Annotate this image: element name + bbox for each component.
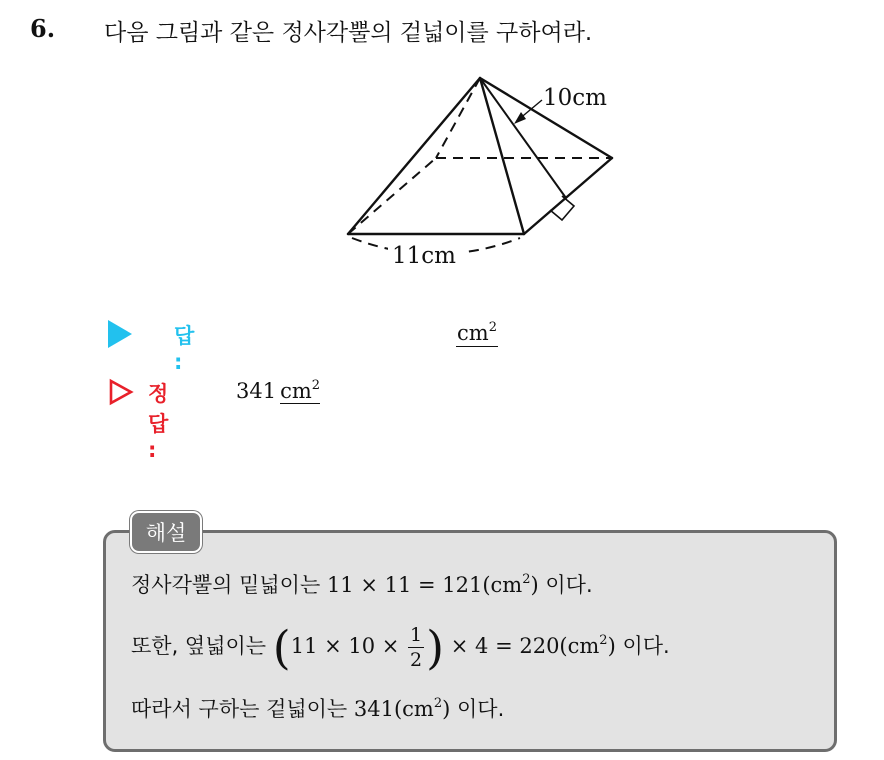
play-triangle-icon xyxy=(108,320,132,348)
solution-box xyxy=(103,530,837,752)
solution-tab: 해설 xyxy=(130,511,202,553)
question-text: 다음 그림과 같은 정사각뿔의 겉넓이를 구하여라. xyxy=(104,20,593,46)
answer-row xyxy=(108,320,497,374)
solution-line-3: 따라서 구하는 겉넓이는 $341(cm^2)$ 이다. xyxy=(131,696,505,721)
correct-row xyxy=(108,378,321,462)
pyramid-figure xyxy=(330,70,630,280)
answer-unit: $cm^2$ xyxy=(457,320,497,345)
correct-answer: 341 $cm^2$ xyxy=(236,378,321,403)
answer-label: 답 : xyxy=(174,324,195,374)
correct-label: 정답 : xyxy=(148,382,169,462)
solution-line-2: 또한, 옆넓이는 (11 × 10 × $\frac{1}{2}$ ) × $4 = 220(cm^2)$ 이다. xyxy=(131,620,670,675)
slant-height-label: 10cm xyxy=(543,85,607,111)
fraction: $\frac{1}{2}$ xyxy=(410,624,423,671)
outline-triangle-icon xyxy=(108,378,134,406)
question-number: 6. xyxy=(30,14,56,43)
base-edge-label: 11cm xyxy=(392,243,456,269)
solution-line-1: 정사각뿔의 밑넓이는 $11 \times 11 = 121(cm^2)$ 이다. xyxy=(131,572,593,597)
